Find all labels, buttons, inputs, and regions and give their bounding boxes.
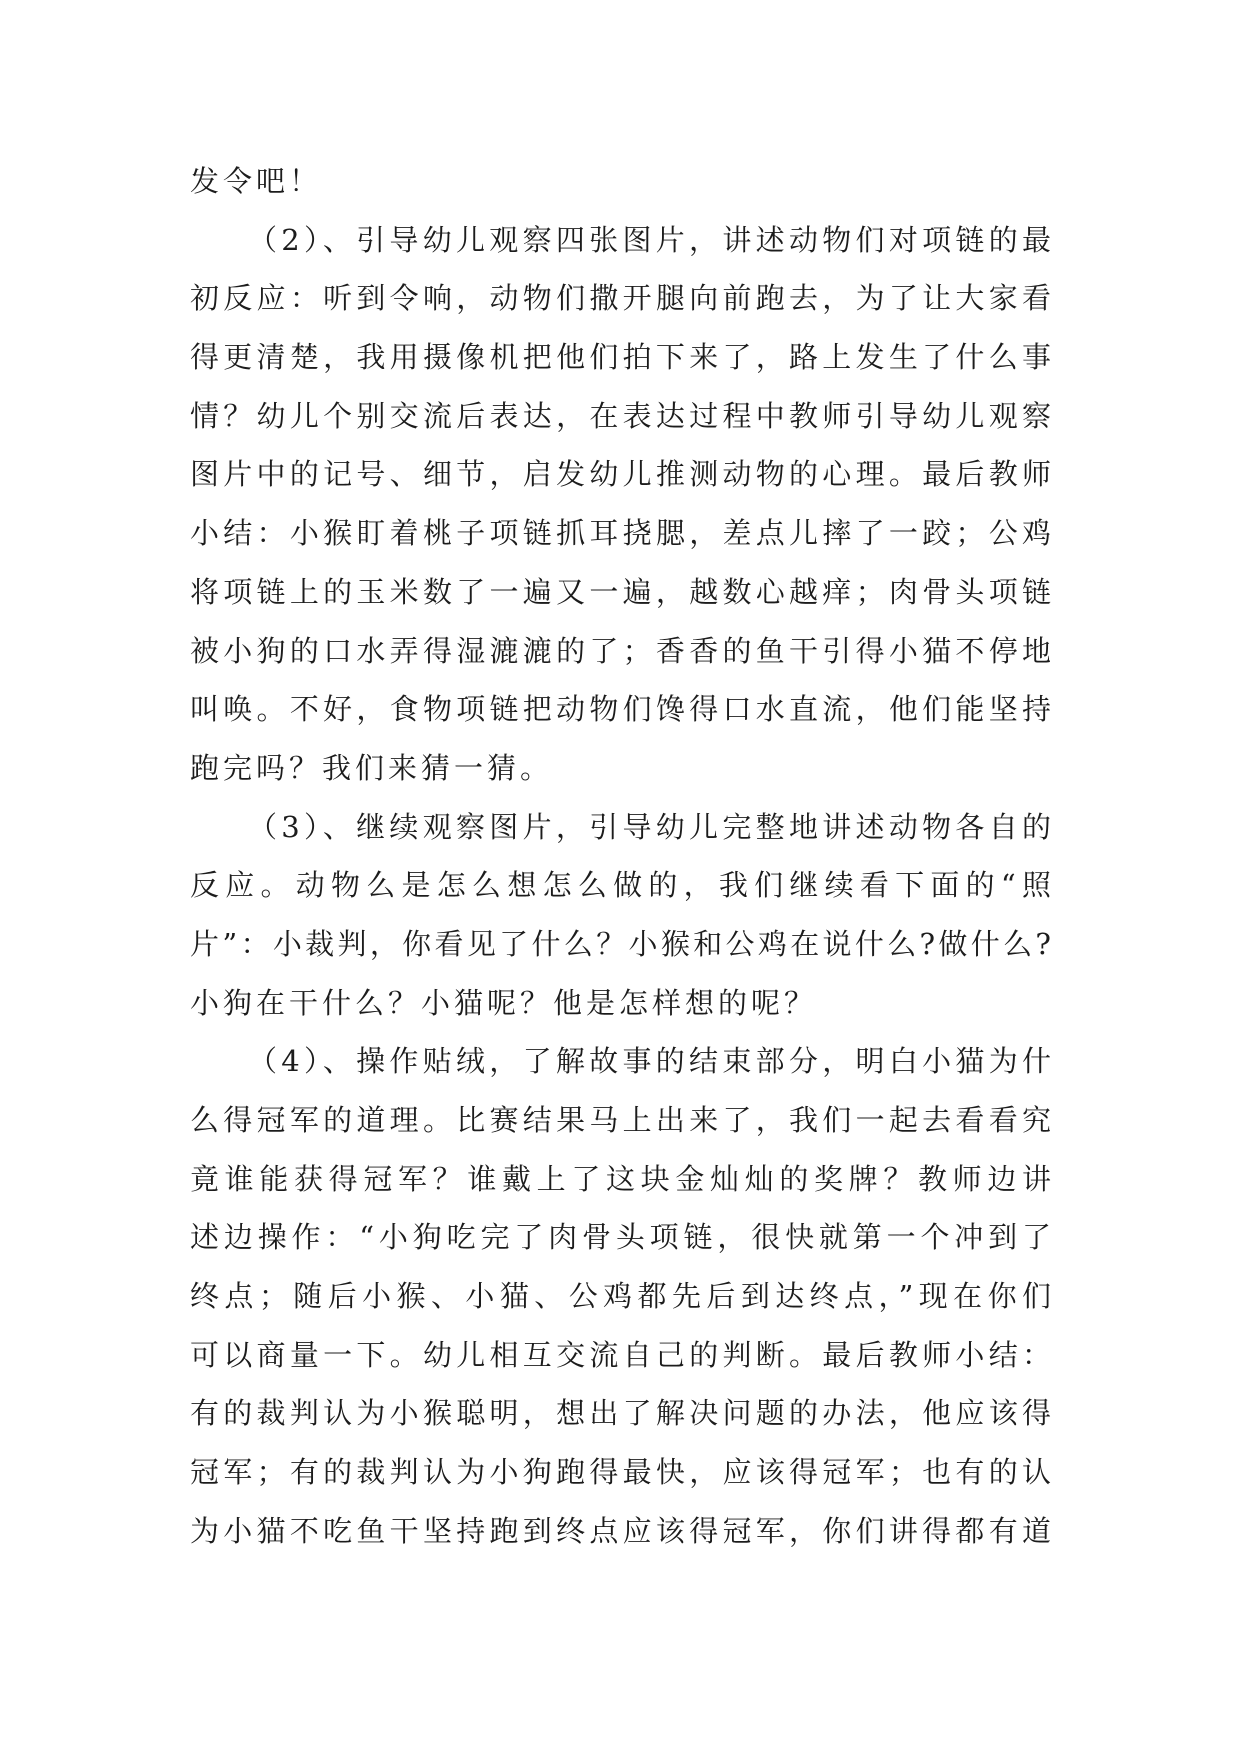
text-line: （4）、操作贴绒，了解故事的结束部分，明白小猫为什 — [248, 1044, 1051, 1079]
text-line: 有的裁判认为小猴聪明，想出了解决问题的办法，他应该得 — [190, 1396, 1051, 1431]
text-line: 冠军；有的裁判认为小狗跑得最快，应该得冠军；也有的认 — [190, 1455, 1051, 1490]
text-line: 么得冠军的道理。比赛结果马上出来了，我们一起去看看究 — [190, 1103, 1051, 1137]
text-line: 片”：小裁判，你看见了什么？小猴和公鸡在说什么?做什么? — [190, 926, 1051, 961]
text-line: 情？幼儿个别交流后表达，在表达过程中教师引导幼儿观察 — [190, 398, 1051, 433]
body-text — [190, 152, 1051, 1561]
text-line: 为小猫不吃鱼干坚持跑到终点应该得冠军，你们讲得都有道 — [190, 1513, 1051, 1548]
paragraph-step-2 — [190, 211, 1051, 798]
paragraph-continued — [190, 152, 1051, 211]
text-line: 得更清楚，我用摄像机把他们拍下来了，路上发生了什么事 — [190, 340, 1051, 375]
paragraph-step-3 — [190, 798, 1051, 1033]
text-line: 发令吧！ — [190, 164, 323, 198]
text-line: 跑完吗？我们来猜一猜。 — [190, 750, 554, 785]
paragraph-step-4 — [190, 1032, 1051, 1560]
text-line: （3）、继续观察图片，引导幼儿完整地讲述动物各自的 — [248, 809, 1051, 844]
text-line: （2）、引导幼儿观察四张图片，讲述动物们对项链的最 — [248, 222, 1051, 257]
text-line: 将项链上的玉米数了一遍又一遍，越数心越痒；肉骨头项链 — [190, 574, 1051, 609]
text-line: 小狗在干什么？小猫呢？他是怎样想的呢？ — [190, 985, 818, 1020]
text-line: 竟谁能获得冠军？谁戴上了这块金灿灿的奖牌？教师边讲 — [190, 1161, 1051, 1196]
text-line: 图片中的记号、细节，启发幼儿推测动物的心理。最后教师 — [190, 457, 1051, 492]
text-line: 述边操作：“小狗吃完了肉骨头项链，很快就第一个冲到了 — [190, 1220, 1051, 1255]
text-line: 小结：小猴盯着桃子项链抓耳挠腮，差点儿摔了一跤；公鸡 — [190, 516, 1051, 551]
text-line: 叫唤。不好，食物项链把动物们馋得口水直流，他们能坚持 — [190, 692, 1051, 727]
text-line: 反应。动物么是怎么想怎么做的，我们继续看下面的“照 — [190, 868, 1051, 903]
text-line: 初反应：听到令响，动物们撒开腿向前跑去，为了让大家看 — [190, 281, 1051, 316]
text-line: 被小狗的口水弄得湿漉漉的了；香香的鱼干引得小猫不停地 — [190, 633, 1051, 668]
text-line: 终点；随后小猴、小猫、公鸡都先后到达终点，”现在你们 — [190, 1279, 1051, 1314]
text-line: 可以商量一下。幼儿相互交流自己的判断。最后教师小结： — [190, 1337, 1051, 1372]
